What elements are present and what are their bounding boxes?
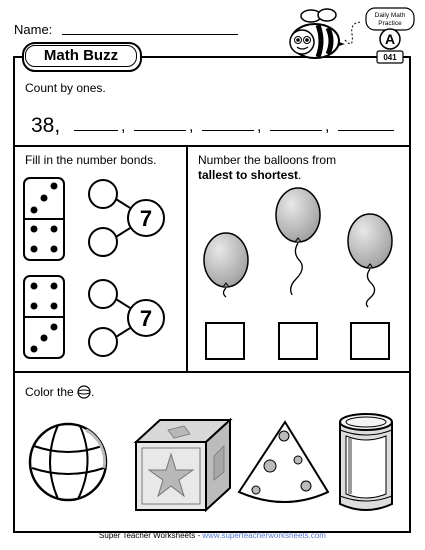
badge-letter: A — [384, 31, 396, 47]
number-bonds — [18, 172, 184, 368]
cone-icon[interactable] — [239, 422, 328, 502]
count-blank-4[interactable] — [270, 130, 322, 131]
name-field[interactable] — [62, 34, 238, 35]
count-blank-1[interactable] — [74, 130, 118, 131]
badge-number: 041 — [383, 53, 397, 62]
badge-line2: Practice — [378, 20, 402, 27]
can-icon[interactable] — [340, 414, 392, 510]
bond-part-circle[interactable] — [89, 280, 117, 308]
footer-link[interactable]: www.superteacherworksheets.com — [202, 531, 326, 540]
domino-1 — [24, 178, 64, 260]
bonds-instruction: Fill in the number bonds. — [25, 153, 157, 167]
comma: , — [189, 118, 194, 135]
bond-part-circle[interactable] — [89, 180, 117, 208]
count-instruction: Count by ones. — [25, 81, 106, 95]
comma: , — [257, 118, 262, 135]
color-instruction — [25, 385, 94, 399]
cube-icon[interactable] — [136, 420, 230, 510]
count-blank-3[interactable] — [202, 130, 254, 131]
basketball-icon[interactable] — [30, 424, 106, 500]
balloons-area — [188, 185, 406, 369]
name-label: Name: — [14, 22, 53, 37]
balloons-instruction — [198, 153, 403, 183]
count-blank-5[interactable] — [338, 130, 394, 131]
footer-text: Super Teacher Worksheets - — [99, 531, 203, 540]
balloon-answer-box[interactable] — [206, 323, 244, 359]
balloons-instruction-end: . — [298, 168, 302, 182]
balloon-icon — [276, 188, 320, 295]
bond-total: 7 — [139, 306, 153, 331]
bond-part-circle[interactable] — [89, 328, 117, 356]
footer — [0, 531, 425, 540]
color-instruction-end: . — [91, 385, 95, 399]
color-instruction-text: Color the — [25, 385, 74, 399]
bee-badge — [282, 4, 417, 70]
bond-total: 7 — [139, 206, 153, 231]
balloon-icon — [348, 214, 392, 307]
balloons-instruction-bold: tallest to shortest — [198, 168, 299, 182]
domino-2 — [24, 276, 64, 358]
balloons-instruction-text: Number the balloons from — [198, 153, 337, 167]
balloon-answer-box[interactable] — [351, 323, 389, 359]
balloon-icon — [204, 233, 248, 297]
comma: , — [121, 118, 126, 135]
count-start: 38, — [31, 114, 61, 137]
count-blank-2[interactable] — [134, 130, 186, 131]
section-divider — [13, 371, 409, 373]
page-title: Math Buzz — [25, 45, 137, 67]
section-divider — [13, 145, 409, 147]
bond-part-circle[interactable] — [89, 228, 117, 256]
balloon-answer-box[interactable] — [279, 323, 317, 359]
comma: , — [325, 118, 330, 135]
flight-path — [345, 22, 362, 44]
color-shapes — [18, 408, 406, 520]
sphere-icon — [77, 385, 91, 399]
badge-line1: Daily Math — [374, 12, 406, 19]
bee-icon — [290, 9, 345, 58]
